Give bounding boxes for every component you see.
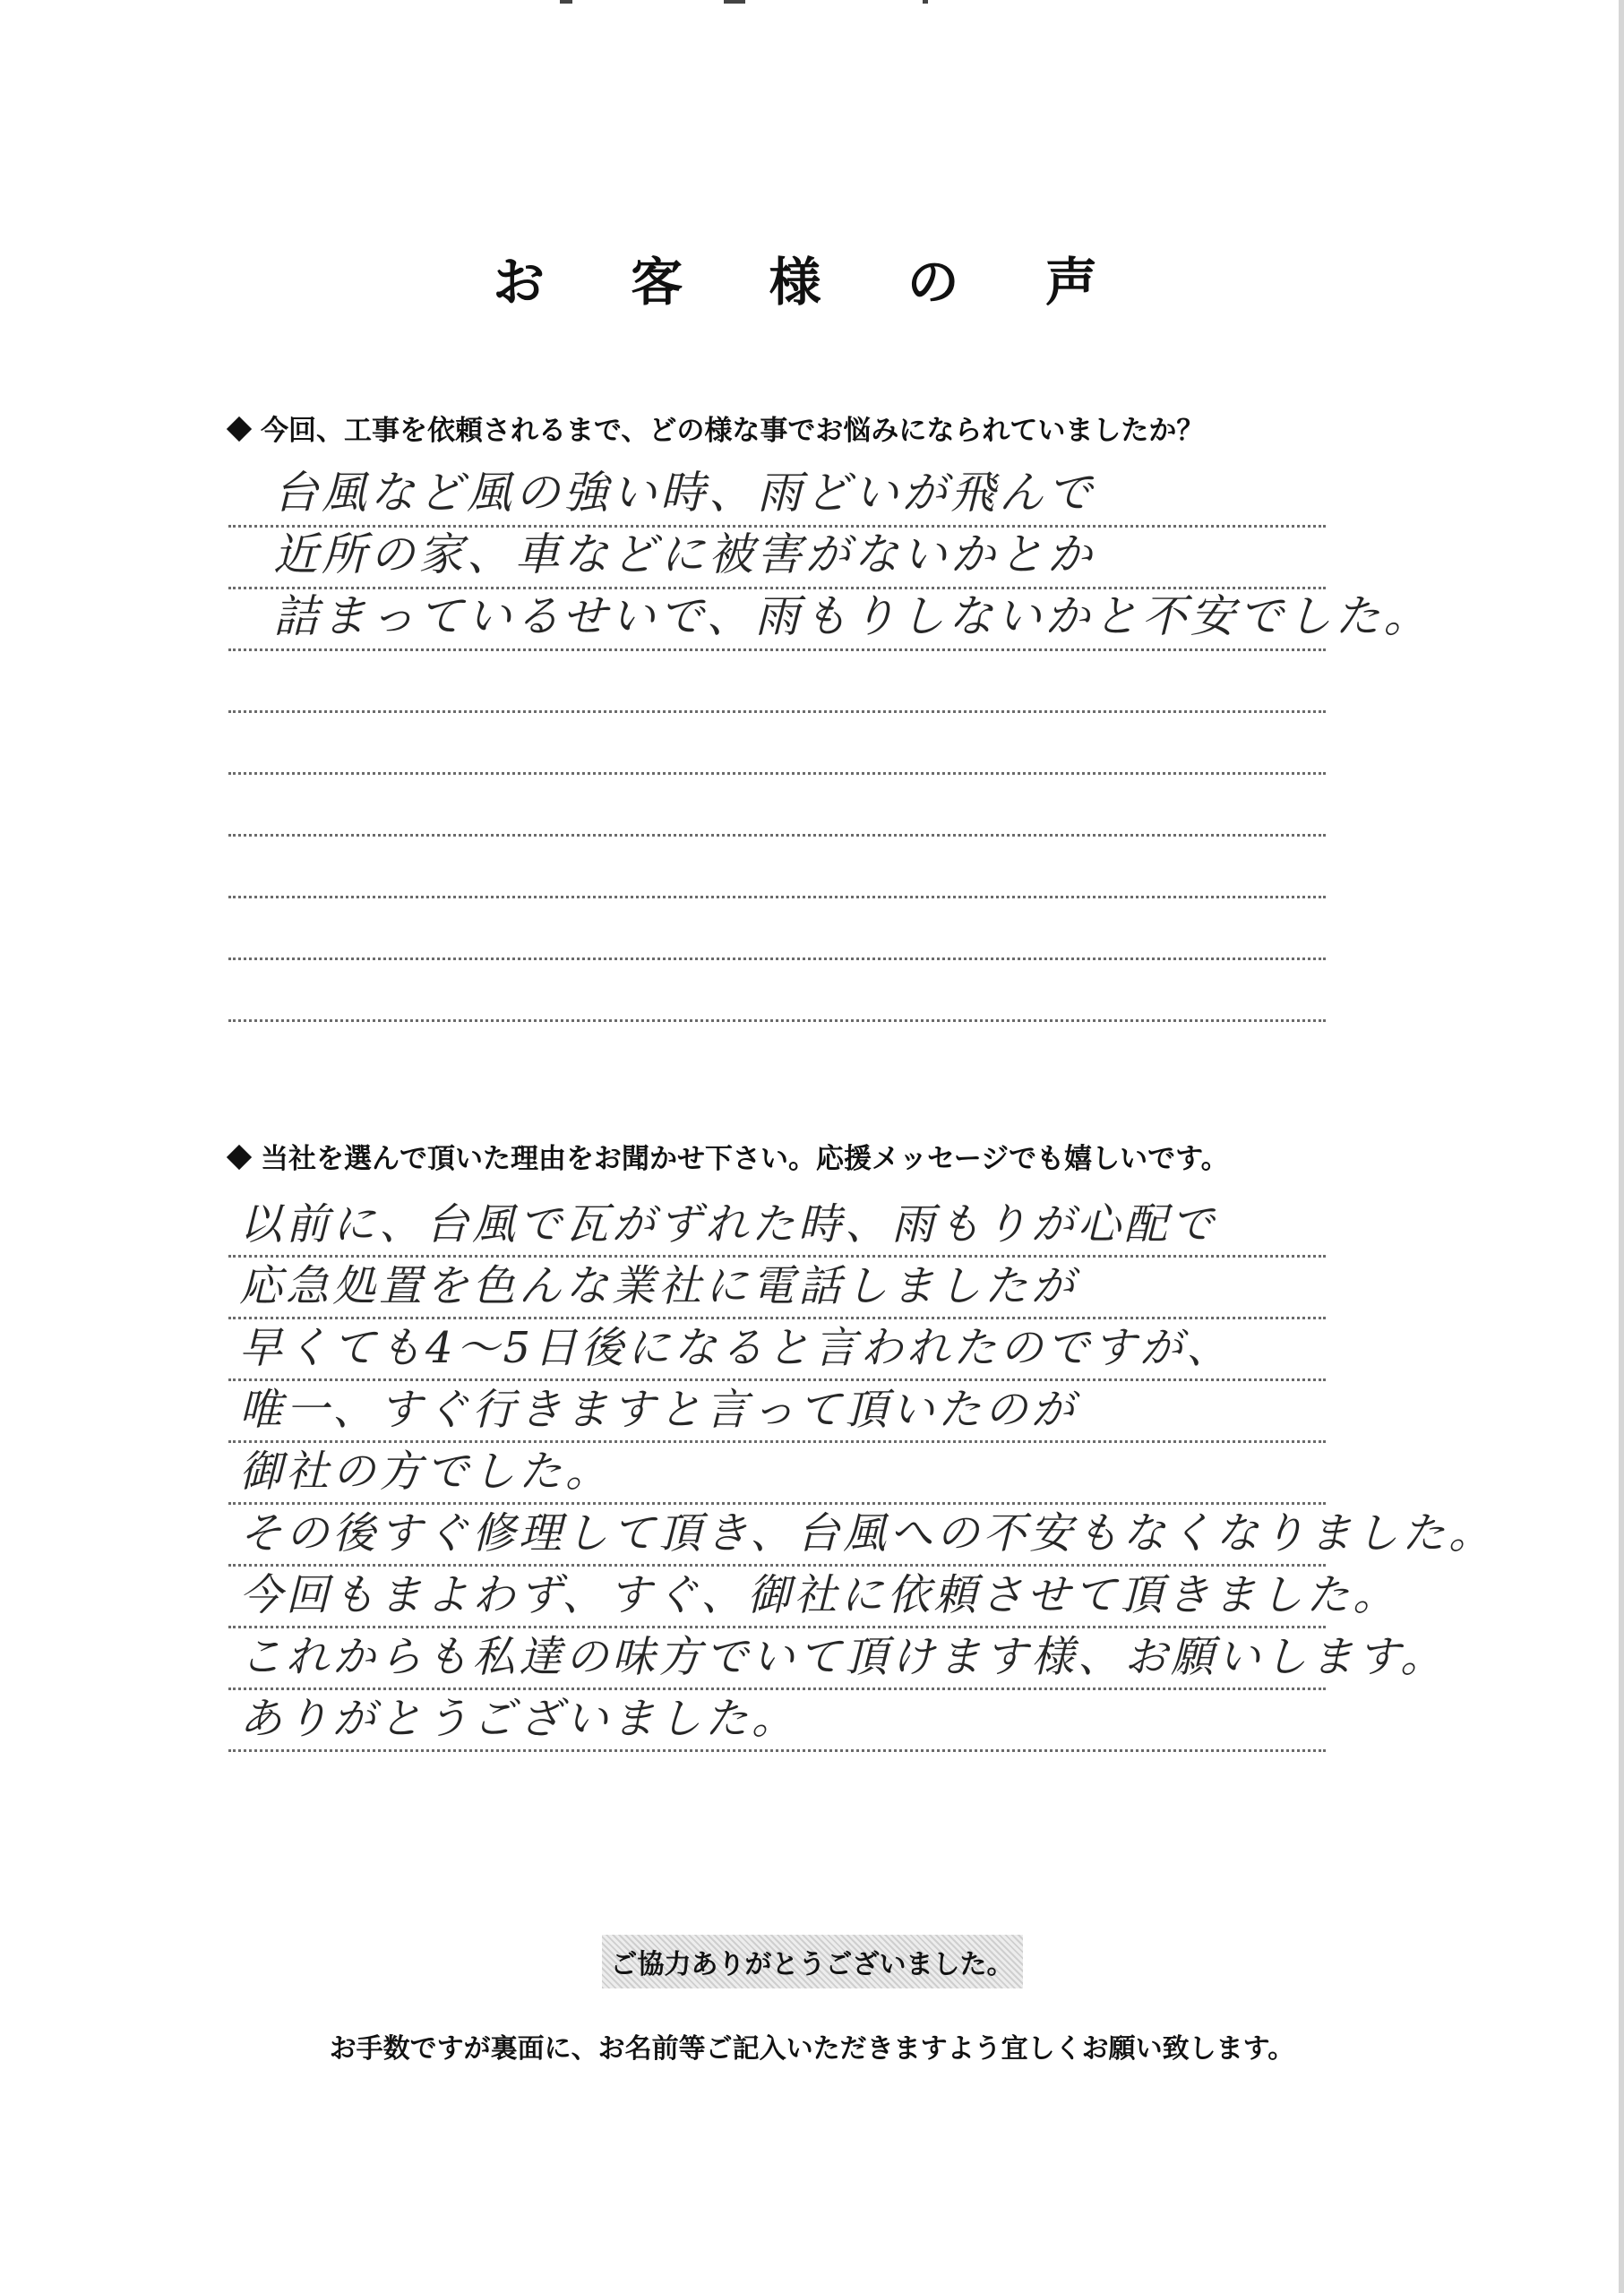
answer-2-line	[228, 1196, 1326, 1258]
answer-1-area	[228, 466, 1432, 1022]
answer-1-line	[228, 589, 1432, 651]
answer-2-line	[228, 1567, 1400, 1628]
answer-2-line	[228, 1319, 1326, 1381]
answer-1-line-text: 詰まっているせいで、雨もりしないかと不安でした。	[273, 590, 1432, 642]
scan-top-marks	[0, 0, 1624, 9]
answer-2-line-text: 以前に、台風で瓦がずれた時、雨もりが心配で	[239, 1199, 1218, 1250]
diamond-bullet-icon	[227, 417, 252, 442]
answer-2-area	[228, 1196, 1496, 1752]
answer-1-line	[228, 898, 1326, 960]
answer-2-line-text: 今回もまよわず、すぐ、御社に依頼させて頂きました。	[239, 1570, 1400, 1620]
answer-2-line-text: 応急処置を色んな業社に電話しましたが	[239, 1261, 1078, 1311]
thanks-text: ご協力ありがとうございました。	[602, 1935, 1023, 1988]
diamond-bullet-icon	[227, 1145, 252, 1170]
answer-2-line	[228, 1381, 1326, 1443]
question-2-text: 当社を選んで頂いた理由をお聞かせ下さい。応援メッセージでも嬉しいです。	[261, 1143, 1229, 1175]
answer-2-line-text: その後すぐ修理して頂き、台風への不安もなくなりました。	[239, 1508, 1496, 1559]
answer-2-line	[228, 1690, 1326, 1752]
answer-2-line-text: これからも私達の味方でいて頂けます様、お願いします。	[239, 1632, 1448, 1682]
answer-2-line-text: 御社の方でした。	[239, 1447, 613, 1497]
answer-1-line-text: 台風など風の強い時、雨どいが飛んで	[273, 467, 1096, 519]
answer-2-line	[228, 1258, 1326, 1319]
footer-note: お手数ですが裏面に、お名前等ご記入いただきますよう宜しくお願い致します。	[329, 2033, 1295, 2065]
page-title: お 客 様 の 声	[493, 252, 1131, 313]
answer-2-line-text: 唯一、すぐ行きますと言って頂いたのが	[239, 1385, 1078, 1435]
answer-1-line	[228, 651, 1326, 713]
answer-2-line-text: ありがとうございました。	[239, 1694, 799, 1744]
question-1	[227, 408, 1204, 448]
thanks-message	[0, 1935, 1624, 1988]
answer-1-line	[228, 837, 1326, 898]
answer-1-line	[228, 713, 1326, 775]
answer-1-line	[228, 775, 1326, 837]
question-2	[227, 1136, 1229, 1176]
answer-2-line	[228, 1505, 1496, 1567]
answer-1-line-text: 近所の家、車などに被害がないかとか	[273, 528, 1096, 580]
answer-2-line	[228, 1443, 1326, 1505]
answer-2-line-text: 早くても4～5日後になると言われたのですが、	[239, 1323, 1233, 1373]
answer-1-line	[228, 960, 1326, 1022]
answer-2-line	[228, 1628, 1448, 1690]
question-1-text: 今回、工事を依頼されるまで、どの様な事でお悩みになられていましたか？	[261, 415, 1205, 447]
